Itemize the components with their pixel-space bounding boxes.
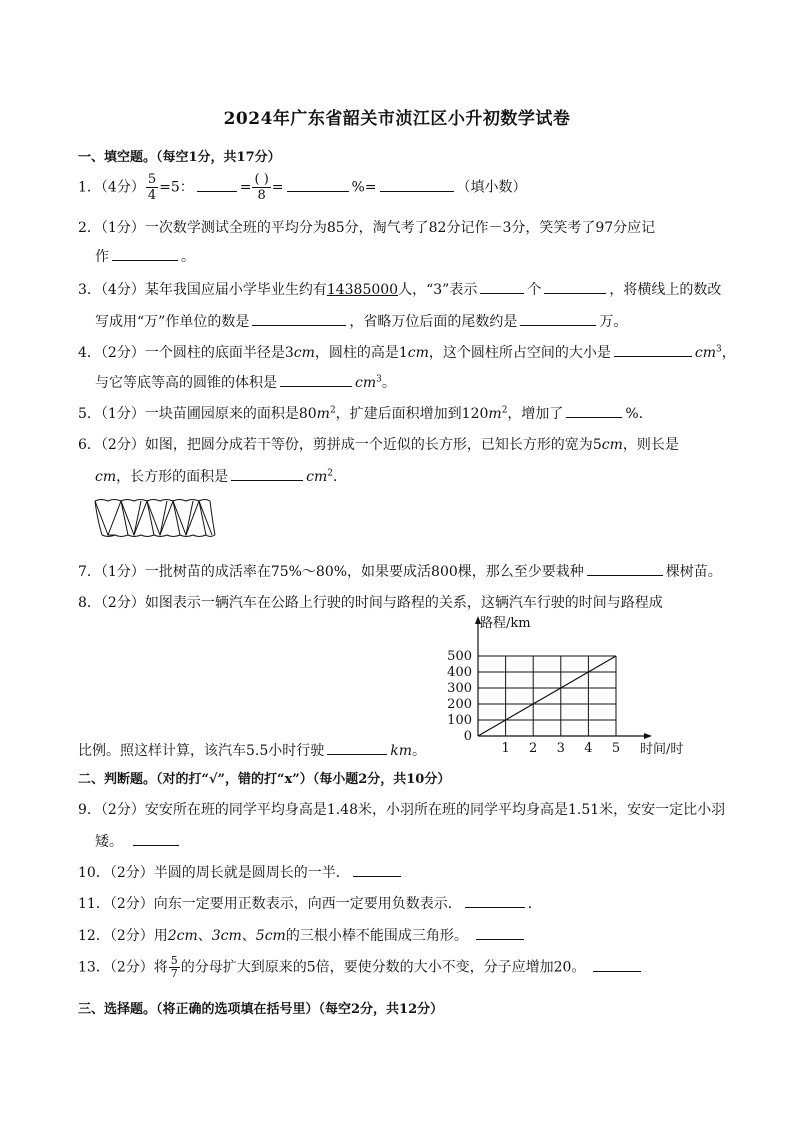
question-1: 1．（4分） $\frac{5}{4}$ =5： = $\frac{( )}{8}$ = %= （填小数） [78, 172, 527, 203]
question-6-line-2: cm，长方形的面积是 $cm^2$． [95, 466, 347, 486]
q13-fraction: $\frac{5}{7}$ [170, 954, 178, 980]
q12-blank[interactable] [476, 925, 524, 940]
question-6-line-1: 6．（2分）如图，把圆分成若干等份，剪拼成一个近似的长方形，已知长方形的宽为5cm，则长是 [78, 437, 679, 453]
question-9-line-2: 矮。 [95, 831, 182, 851]
chart-x-axis-label: 时间/时 [640, 742, 684, 757]
question-13: 13．（2分）将 $\frac{5}{7}$ 的分母扩大到原来的5倍，要使分数的大小不变，分子应增加20。 [78, 955, 644, 980]
question-4-line-1: 4．（2分）一个圆柱的底面半径是3cm，圆柱的高是1cm，这个圆柱所占空间的大小是 $cm^3$， [78, 342, 736, 362]
section-fill-in: 一、填空题。（每空1分，共17分） [78, 150, 281, 165]
question-8-line-1: 8．（2分）如图表示一辆汽车在公路上行驶的时间与路程的关系，这辆汽车行驶的时间与路程成 [78, 595, 663, 611]
q4-blank-1[interactable] [614, 342, 692, 357]
x-tick-label: 4 [584, 741, 593, 756]
question-3-line-1: 3．（4分）某年我国应届小学毕业生约有14385000人，“3”表示 个 ，将横线上的数改 [78, 279, 721, 299]
sector-rectangle-figure [92, 498, 218, 538]
distance-time-chart [440, 610, 720, 758]
q3-blank-3[interactable] [252, 311, 346, 326]
question-2-line-2: 作 。 [95, 246, 195, 266]
q1-fraction: $\frac{5}{4}$ [147, 172, 157, 203]
chart-y-axis-label: 路程/km [480, 616, 531, 631]
question-4-line-2: 与它等底等高的圆锥的体积是 $cm^3$。 [95, 372, 396, 392]
x-tick-label: 3 [556, 741, 565, 756]
question-8-line-2: 比例。照这样计算，该汽车5.5小时行驶 km。 [78, 740, 426, 760]
chart-axes [475, 616, 652, 739]
q3-underlined-number: 14385000 [326, 282, 399, 298]
q3-blank-4[interactable] [520, 311, 596, 326]
q1-blank-2[interactable] [287, 177, 349, 192]
x-tick-label: 1 [501, 741, 510, 756]
question-11: 11．（2分）向东一定要用正数表示，向西一定要用负数表示． ． [78, 893, 542, 913]
section-multiple-choice: 三、选择题。（将正确的选项填在括号里）（每空2分，共12分） [78, 1002, 444, 1017]
y-tick-label: 400 [447, 665, 472, 680]
question-5: 5．（1分）一块苗圃园原来的面积是$80m^2$，扩建后面积增加到$120m^2$，增加了 %． [78, 403, 653, 423]
q7-blank[interactable] [587, 561, 663, 576]
y-tick-label: 300 [447, 681, 472, 696]
question-7: 7．（1分）一批树苗的成活率在75%～80%，如果要成活800棵，那么至少要栽种 棵树苗。 [78, 561, 722, 581]
q13-blank[interactable] [593, 957, 641, 972]
question-12: 12．（2分）用2cm、3cm、5cm的三根小棒不能围成三角形。 [78, 925, 527, 945]
q10-blank[interactable] [353, 862, 401, 877]
series-line [478, 656, 616, 736]
question-3-line-2: 写成用“万”作单位的数是 ，省略万位后面的尾数约是 万。 [95, 311, 627, 331]
x-axis-arrow [644, 733, 652, 739]
q4-blank-2[interactable] [280, 372, 352, 387]
question-9-line-1: 9．（2分）安安所在班的同学平均身高是1.48米，小羽所在班的同学平均身高是1.51米，安安一定比小羽 [78, 802, 726, 818]
q3-blank-2[interactable] [544, 279, 606, 294]
y-tick-label: 100 [447, 713, 472, 728]
chart-series [478, 656, 616, 736]
x-tick-label: 5 [611, 741, 621, 756]
page-title: 2024年广东省韶关市浈江区小升初数学试卷 [223, 109, 571, 129]
x-tick-label: 2 [529, 741, 538, 756]
q1-blank-3[interactable] [380, 177, 454, 192]
question-2-line-1: 2．（1分）一次数学测试全班的平均分为85分，淘气考了82分记作－3分，笑笑考了97分应记 [78, 220, 656, 236]
y-tick-label: 200 [447, 697, 472, 712]
q6-blank[interactable] [231, 466, 303, 481]
q11-blank[interactable] [465, 893, 525, 908]
q9-blank[interactable] [133, 831, 179, 846]
y-tick-label: 0 [463, 729, 472, 744]
y-tick-label: 500 [447, 649, 472, 664]
q3-blank-1[interactable] [480, 279, 524, 294]
q8-blank[interactable] [327, 740, 387, 755]
section-true-false: 二、判断题。（对的打“√”，错的打“x”）（每小题2分，共10分） [78, 772, 451, 787]
q1-blank-1[interactable] [197, 177, 237, 192]
q1-fraction-2: $\frac{( )}{8}$ [254, 172, 269, 203]
question-10: 10．（2分）半圆的周长就是圆周长的一半． [78, 862, 404, 882]
q1-prefix: 1．（4分） [78, 179, 145, 196]
q2-blank[interactable] [112, 246, 178, 261]
q5-blank[interactable] [566, 403, 622, 418]
